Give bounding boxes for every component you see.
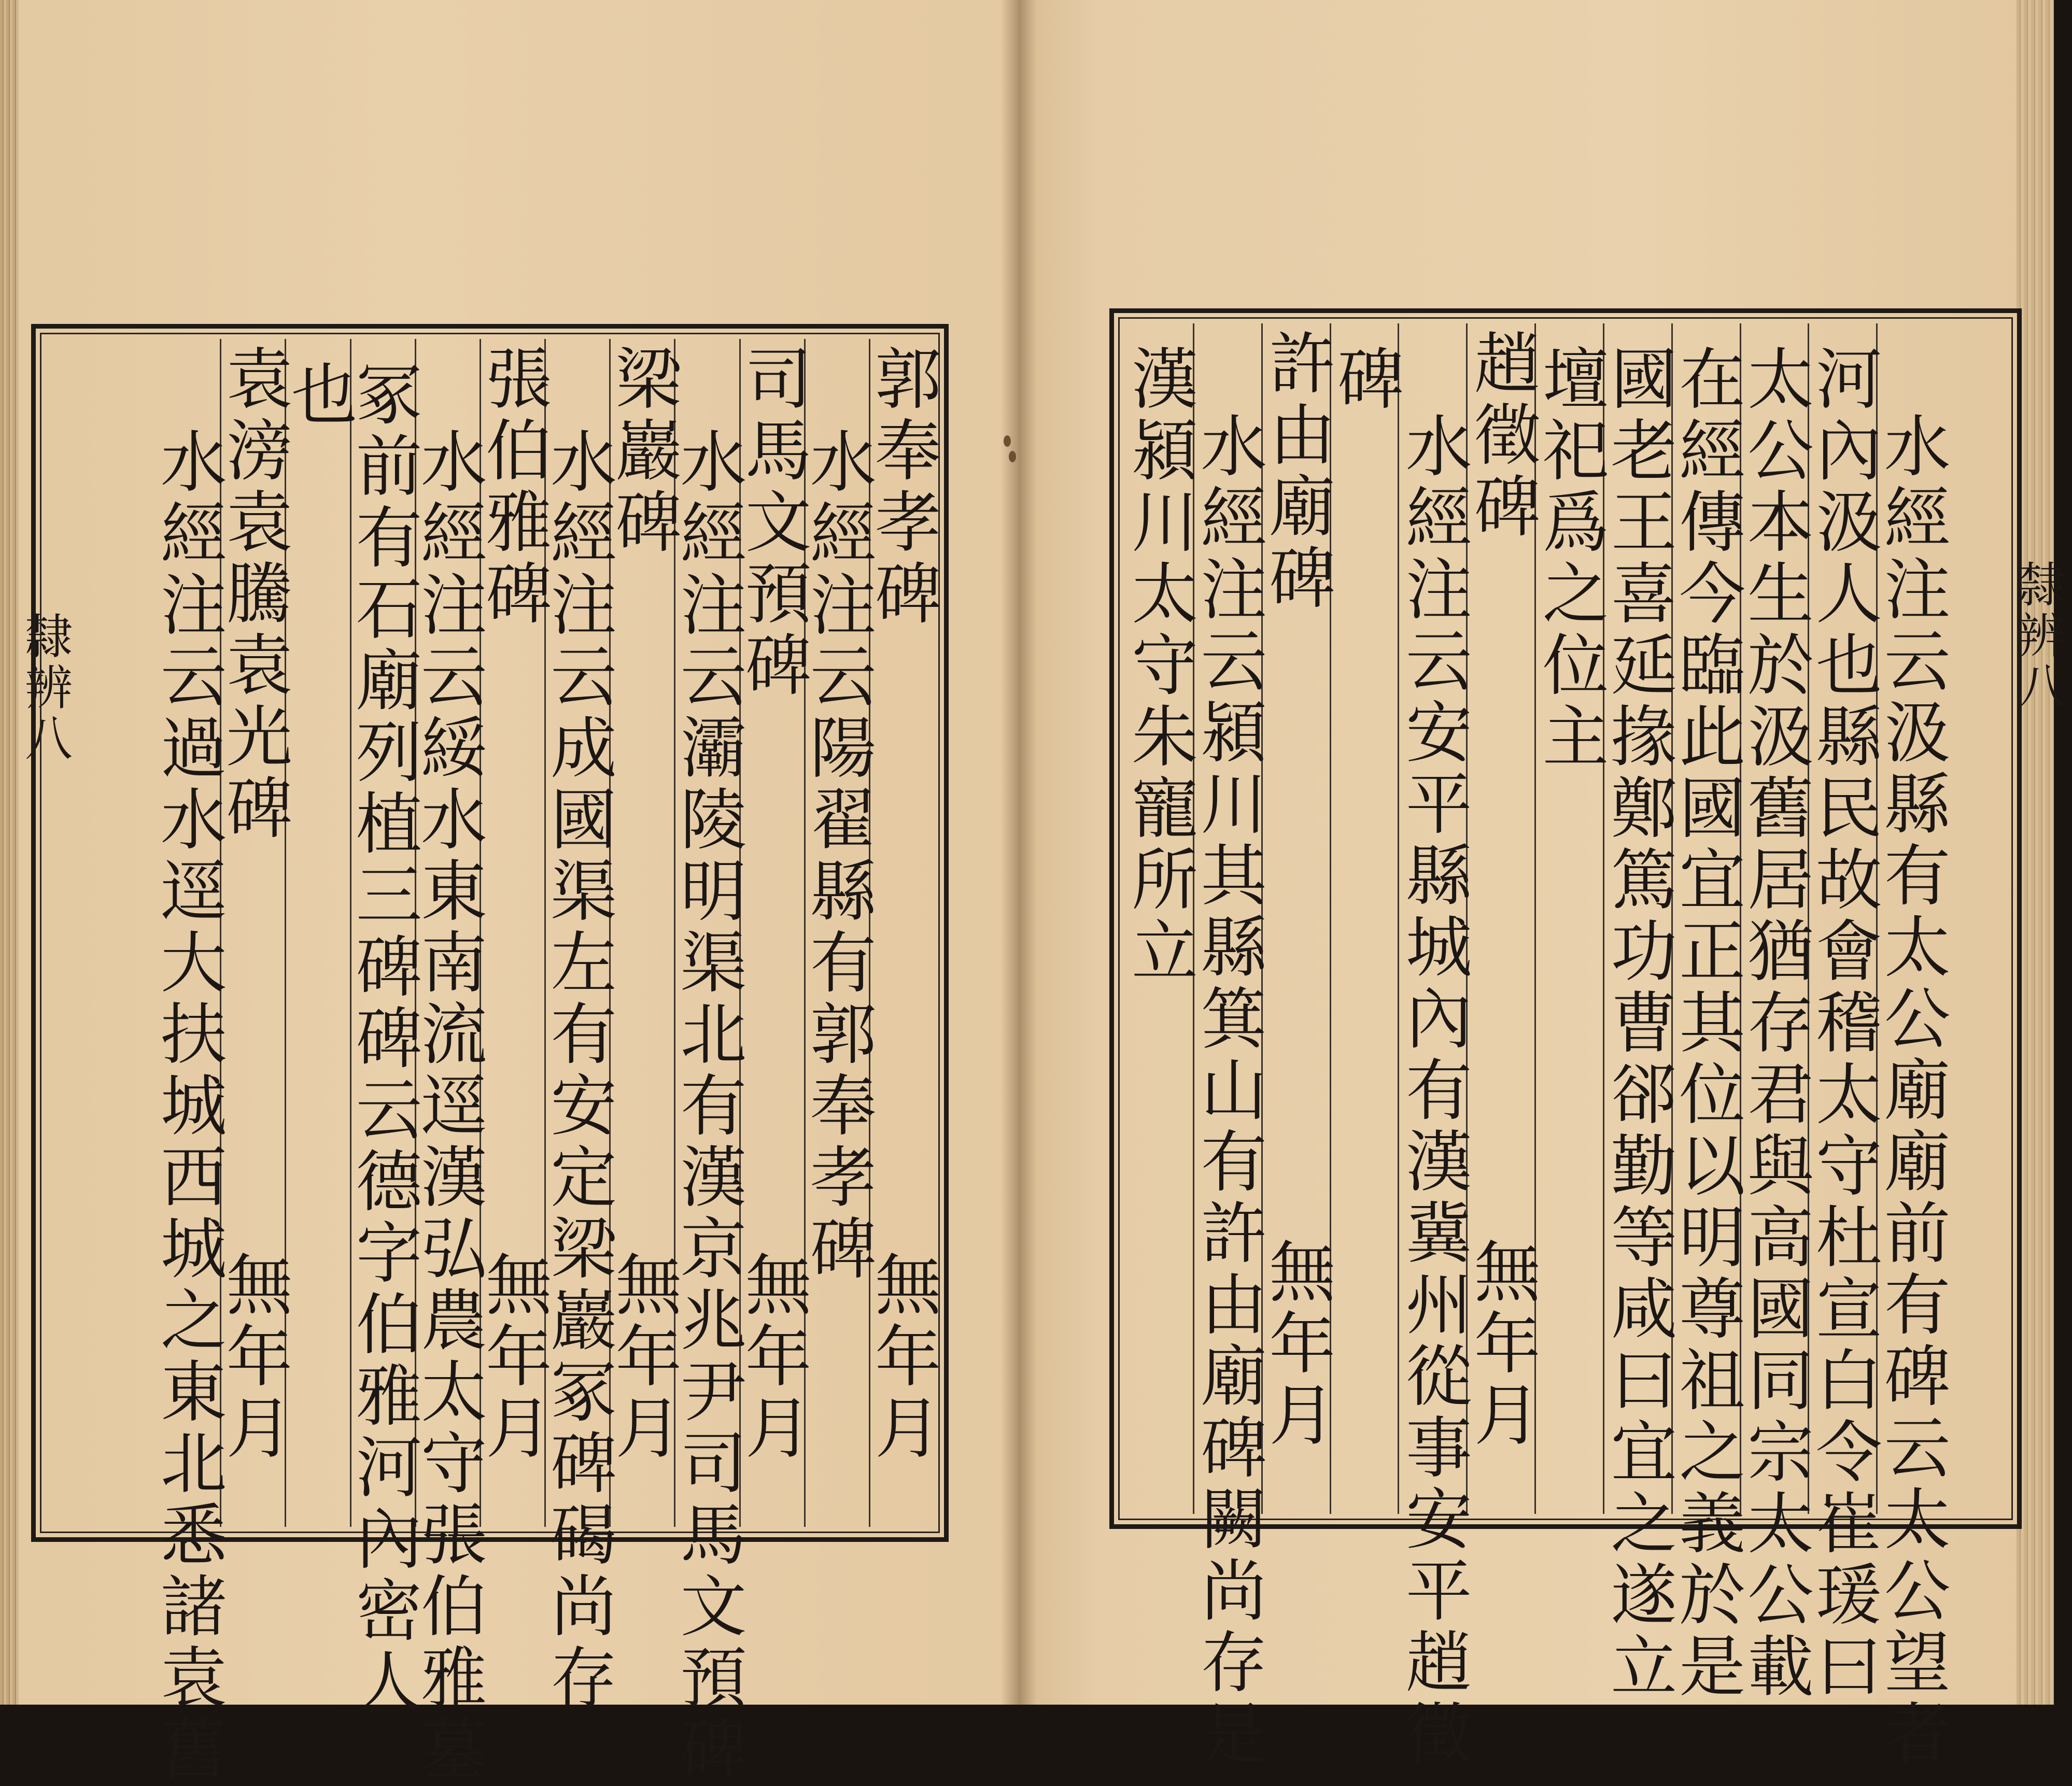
column-text: 水經注云綏水東南流逕漢弘農太守張伯雅墓: [409, 427, 487, 1786]
text-column: [215, 339, 292, 1527]
date-note: 無年月: [1462, 1237, 1540, 1452]
stele-title: 張伯雅碑: [474, 344, 552, 630]
text-column: [1736, 323, 1813, 1703]
date-note: 無年月: [734, 1250, 811, 1465]
text-column: [1120, 323, 1197, 1514]
column-text: 壇祀爲之位主: [1531, 344, 1609, 773]
text-column: [474, 339, 552, 1527]
text-column: [344, 339, 422, 1719]
left-text-frame: [31, 324, 949, 1786]
text-column: [1531, 323, 1609, 1514]
column-text: 水經注云安平縣城內有漢冀州從事安平趙徵: [1394, 412, 1472, 1770]
date-note: 無年月: [474, 1250, 552, 1465]
text-column: [1668, 323, 1745, 1703]
column-text: 冢前有石廟列植三碑碑云德字伯雅河內密人: [344, 360, 422, 1719]
text-column: [149, 339, 227, 1786]
text-column: [669, 339, 746, 1786]
text-column: [1326, 323, 1403, 1514]
stele-title: 許由廟碑: [1258, 329, 1335, 615]
date-note: 無年月: [863, 1250, 941, 1465]
column-text: 漢潁川太守朱寵所立: [1120, 344, 1197, 988]
text-column: [409, 339, 487, 1786]
fold-label-right: 隸辨八: [2010, 560, 2066, 712]
text-column: [604, 339, 682, 1527]
column-text: 水經注云灞陵明渠北有漢京兆尹司馬文預碑: [669, 427, 746, 1786]
binding-hole: [1004, 435, 1011, 447]
text-column: [863, 339, 941, 1527]
column-text: 水經注云過水逕大扶城西城之東北悉諸袁舊: [149, 427, 227, 1786]
stele-title: 趙徵碑: [1462, 329, 1540, 543]
column-text: 碑: [1326, 344, 1403, 416]
text-column: [1258, 323, 1335, 1514]
column-text: 在經傳今臨此國宜正其位以明尊祖之義於是: [1668, 344, 1745, 1703]
left-page-edges: [0, 0, 19, 1705]
stele-title: 郭奉孝碑: [863, 344, 941, 630]
text-column: [1189, 323, 1267, 1770]
column-text: 水經注云汲縣有太公廟廟前有碑云太公望者: [1872, 412, 1950, 1770]
right-columns: [1120, 323, 1950, 1770]
right-text-frame: [1109, 308, 2022, 1770]
date-note: 無年月: [215, 1250, 292, 1465]
text-column: [1394, 323, 1472, 1770]
column-text: 太公本生於汲舊居猶存君與高國同宗太公載: [1736, 344, 1813, 1703]
text-column: [734, 339, 811, 1527]
stele-title: 司馬文預碑: [734, 344, 811, 702]
binding-hole: [1009, 451, 1016, 462]
column-text: 水經注云陽翟縣有郭奉孝碑: [798, 427, 876, 1285]
stele-title: 梁巖碑: [604, 344, 682, 559]
center-gutter: [1000, 0, 1037, 1705]
text-column: [1804, 323, 1882, 1703]
stele-title: 袁滂袁騰袁光碑: [215, 344, 292, 845]
column-text: 水經注云成國渠左有安定梁巖冢碑碣尚存: [539, 427, 617, 1714]
text-column: [798, 339, 876, 1527]
text-column: [1462, 323, 1540, 1514]
date-note: 無年月: [604, 1250, 682, 1465]
text-column: [279, 339, 357, 1527]
text-column: [539, 339, 617, 1714]
column-text: 河內汲人也縣民故會稽太守杜宣白令崔瑗曰: [1804, 344, 1882, 1703]
left-columns: [149, 339, 941, 1786]
text-column: [1599, 323, 1677, 1703]
column-text: 水經注云潁川其縣箕山有許由廟碑闕尚存是: [1189, 412, 1267, 1770]
right-page-edges: [2017, 0, 2054, 1705]
column-text: 也: [279, 360, 357, 431]
fold-label-left: 隸辨八: [17, 612, 73, 764]
column-text: 國老王喜延掾鄭篤功曹郤勤等咸曰宜之遂立: [1599, 344, 1677, 1703]
text-column: [1872, 323, 1950, 1770]
date-note: 無年月: [1258, 1237, 1335, 1452]
